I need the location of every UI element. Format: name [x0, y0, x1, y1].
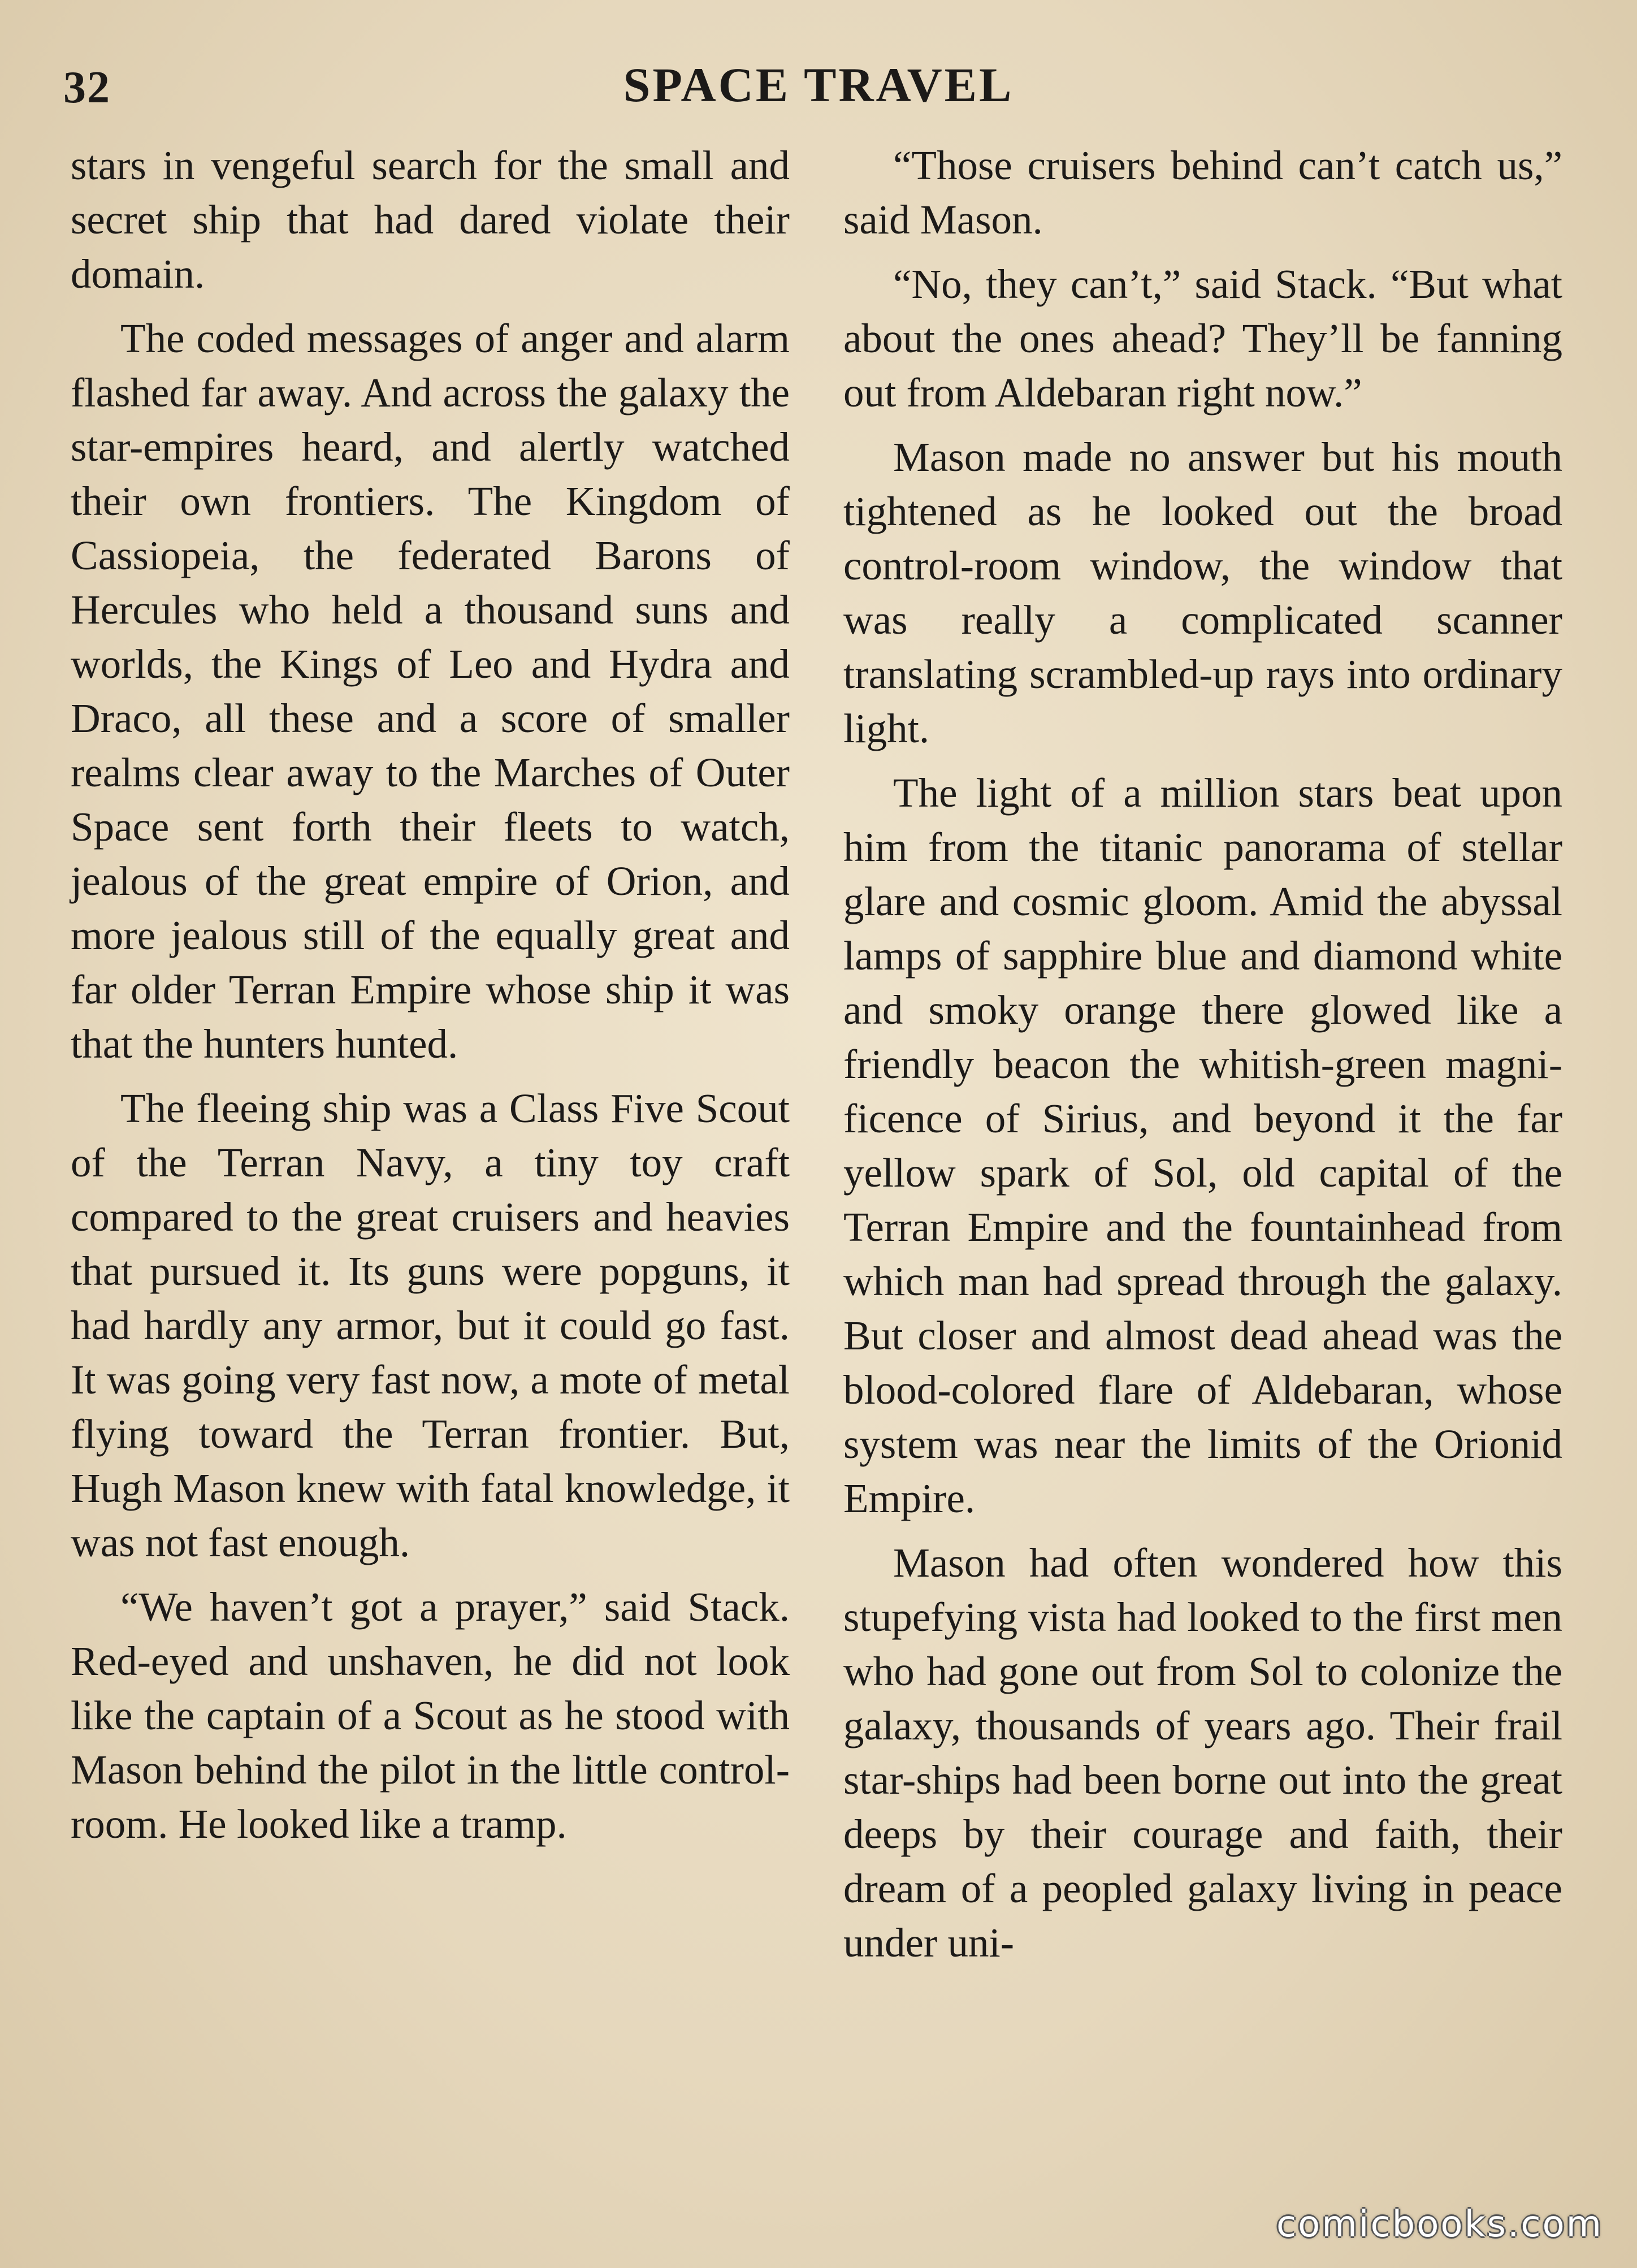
paragraph: The fleeing ship was a Class Five Scout of the Terran Navy, a tiny toy craft compared to the great cruisers and heavies that pursued it. Its guns were popguns, it had hardly any armor, but it could go fast. It was going very fast now, a mote of metal flying toward the Terran frontier. But, Hugh Mason knew with fatal knowledge, it was not fast enough. — [71, 1085, 790, 1565]
paragraph: “Those cruisers behind can’t catch us,” said Mason. — [843, 142, 1562, 243]
paragraph: The coded messages of anger and alarm flashed far away. And across the galaxy the star-empires heard, and alertly watched their own frontiers. The Kingdom of Cassiopeia, the federated Barons of Hercules who held a thousand suns and worlds, the Kings of Leo and Hydra and Draco, all these and a score of smaller realms clear away to the Marches of Outer Space sent forth their fleets to watch, jealous of the great empire of Orion, and more jealous still of the equally great and far older Terran Empire whose ship it was that the hunters hunted. — [71, 315, 790, 1067]
paragraph: Mason had often wondered how this stupefying vista had looked to the first men who had gone out from Sol to colonize the galaxy, thousands of years ago. Their frail star-ships had been borne out into the great deeps by their courage and faith, their dream of a peopled galaxy living in peace under uni- — [843, 1540, 1562, 1966]
page-header — [0, 51, 1637, 124]
site-watermark: comicbooks.com — [1276, 2204, 1603, 2245]
page-number: 32 — [63, 63, 111, 112]
paragraph: “We haven’t got a prayer,” said Stack. Red-eyed and unshaven, he did not look like the captain of a Scout as he stood with Mason behind the pilot in the little controlroom. He looked like a tramp. — [71, 1584, 790, 1847]
paragraph: Mason made no answer but his mouth tightened as he looked out the broad control-room window, the window that was really a complicated scanner translating scrambled-up rays into ordinary light. — [843, 434, 1562, 751]
running-title: SPACE TRAVEL — [623, 58, 1014, 112]
left-column — [71, 138, 790, 1862]
right-column — [843, 138, 1562, 1980]
paragraph: stars in vengeful search for the small and secret ship that had dared violate their domain. — [71, 142, 790, 297]
paragraph: The light of a million stars beat upon him from the titanic panorama of stellar glare and cosmic gloom. Amid the abyssal lamps of sapphire blue and diamond white and smoky orange there glowed like a friendly beacon the whitish-green magnificence of Sirius, and beyond it the far yellow spark of Sol, old capital of the Terran Empire and the fountainhead from which man had spread through the galaxy. But closer and almost dead ahead was the blood-colored flare of Aldebaran, whose system was near the limits of the Orionid Empire. — [843, 770, 1562, 1521]
paragraph: “No, they can’t,” said Stack. “But what about the ones ahead? They’ll be fanning out from Aldebaran right now.” — [843, 261, 1562, 415]
